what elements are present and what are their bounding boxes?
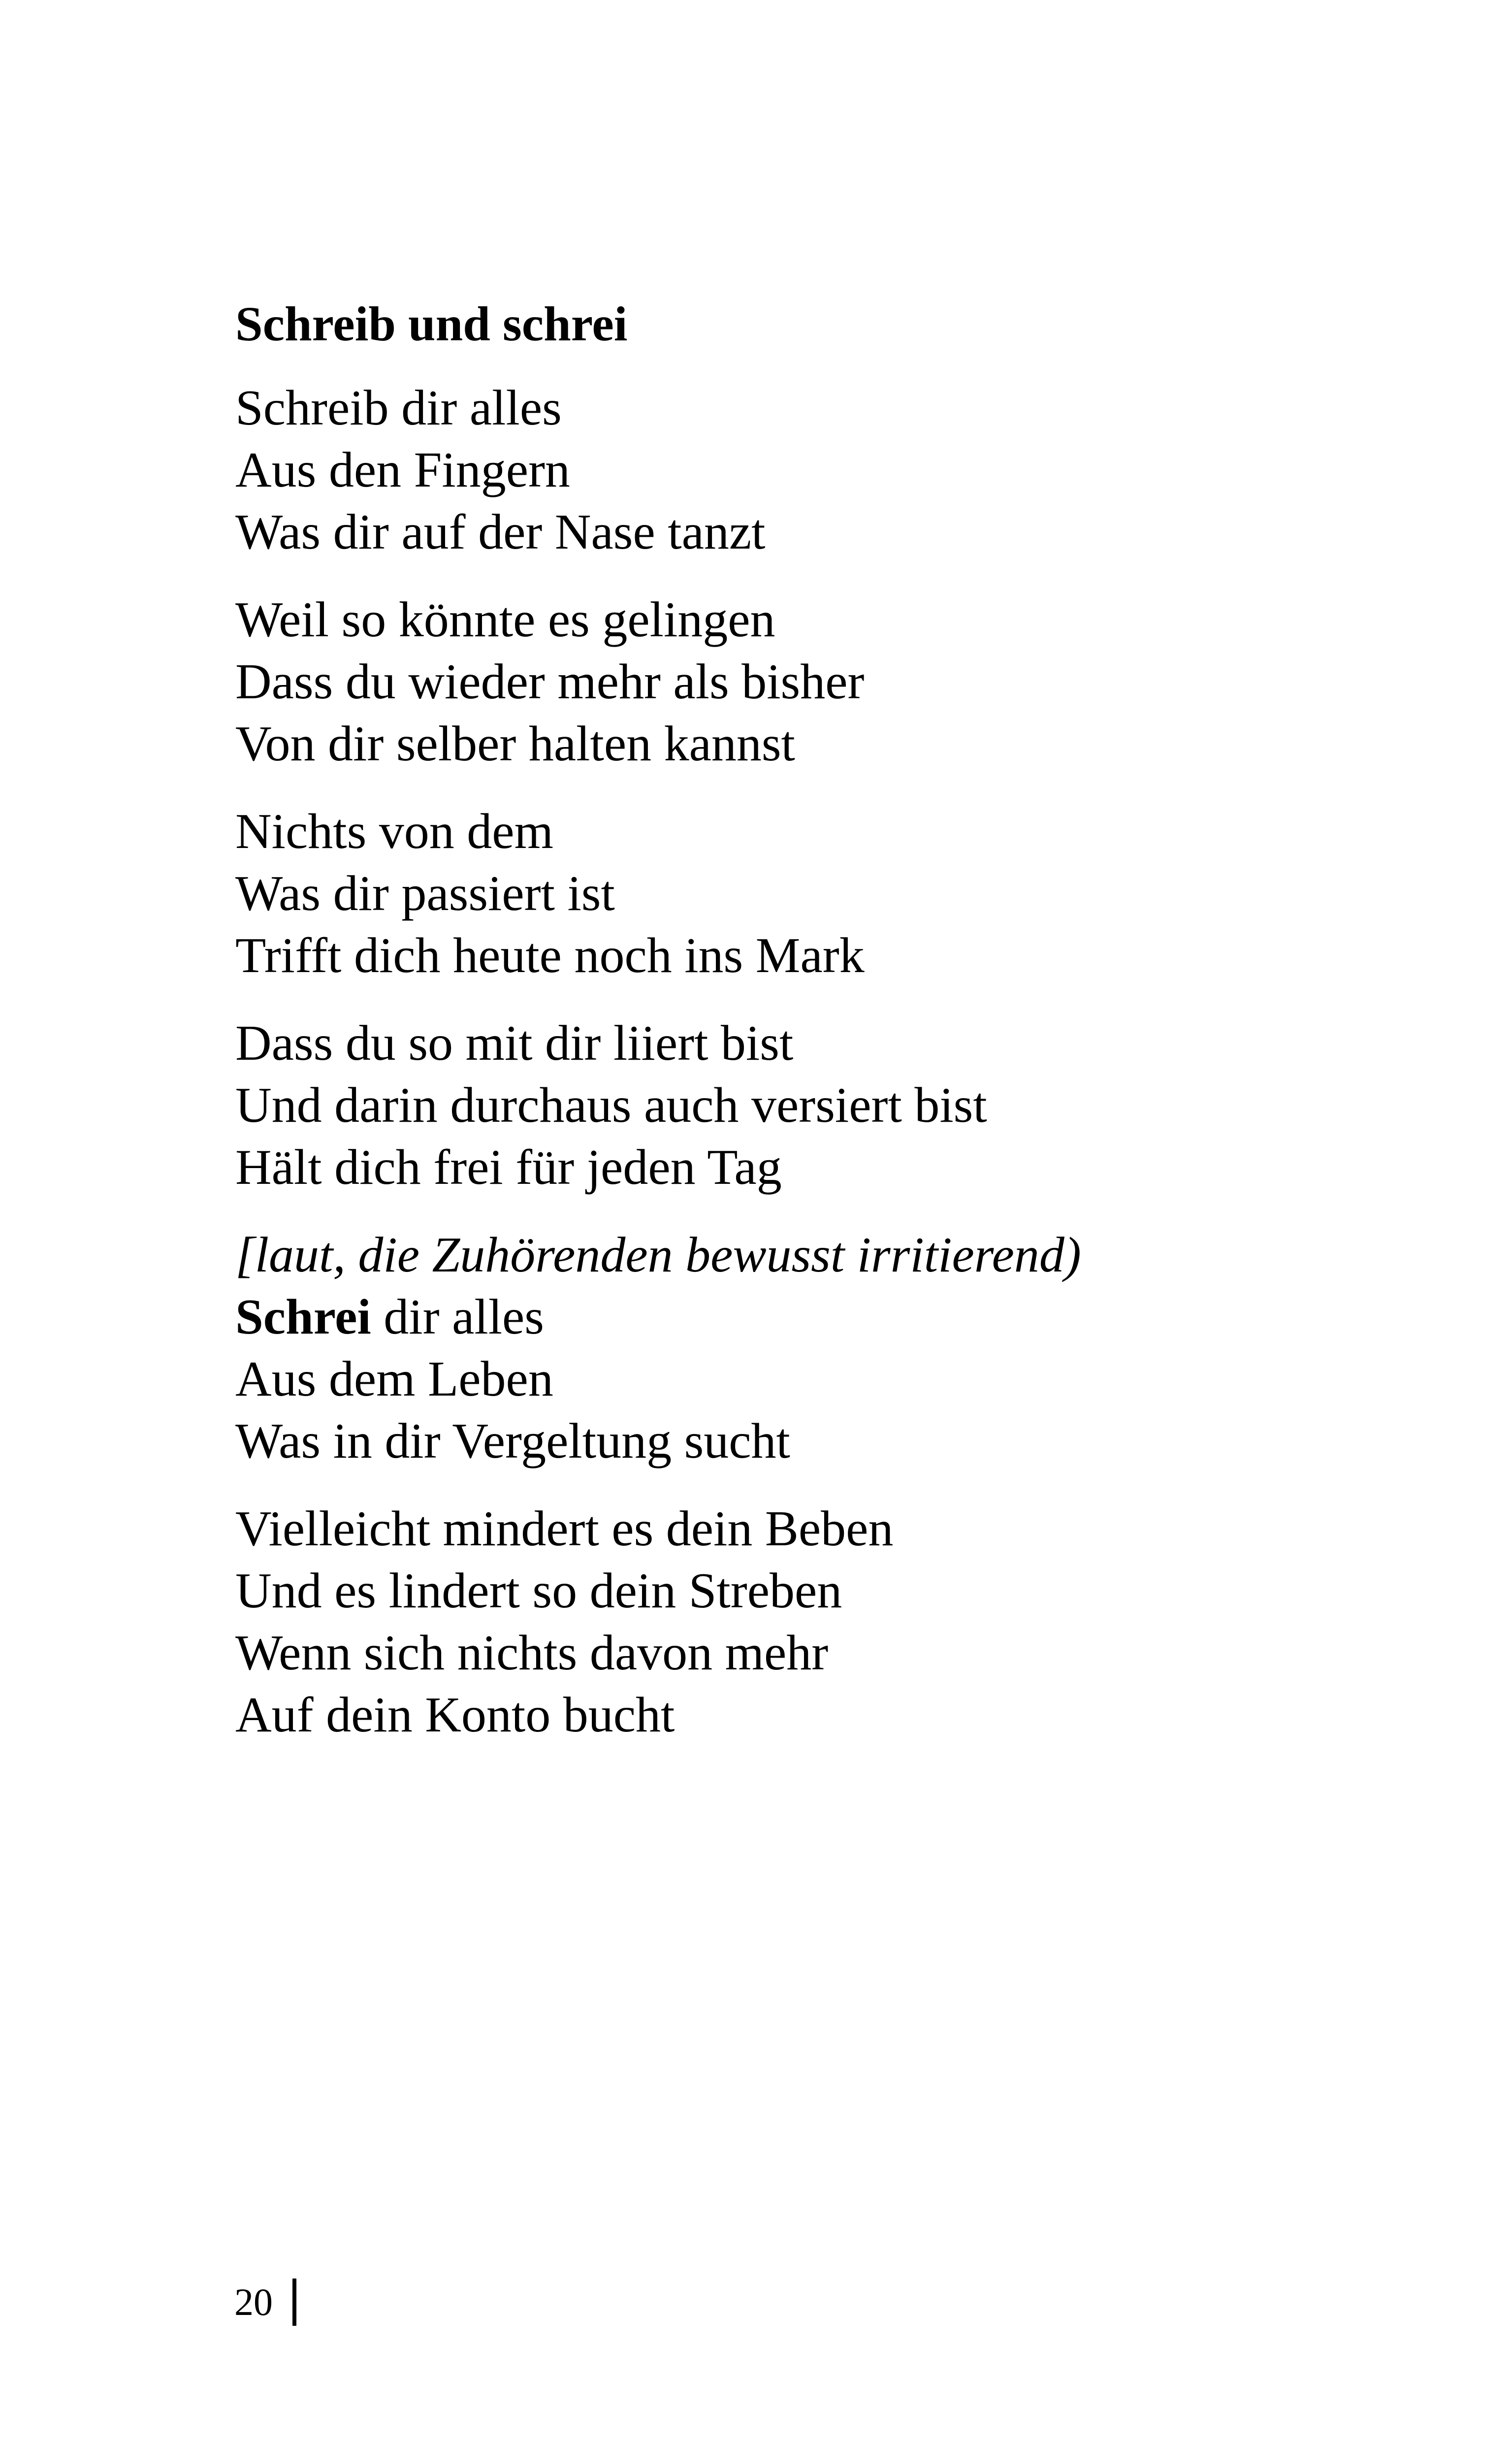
poem-line: Dass du so mit dir liiert bist: [235, 1015, 794, 1071]
poem-line: Auf dein Konto bucht: [235, 1687, 675, 1743]
poem-line: Nichts von dem: [235, 804, 553, 859]
poem-line: Dass du wieder mehr als bisher: [235, 654, 865, 710]
poem-line: Trifft dich heute noch ins Mark: [235, 928, 865, 983]
poem-line: Weil so könnte es gelingen: [235, 592, 775, 648]
stage-direction: [laut, die Zuhörenden bewusst irritierend): [235, 1227, 1081, 1283]
poem-line: Hält dich frei für jeden Tag: [235, 1140, 782, 1195]
poem-line: Und darin durchaus auch versiert bist: [235, 1077, 987, 1133]
poem-line: Von dir selber halten kannst: [235, 716, 795, 772]
page-footer: [234, 2278, 296, 2327]
poem-line: Aus dem Leben: [235, 1351, 553, 1407]
bold-word: Schrei: [235, 1289, 371, 1345]
stanza-4: [235, 1012, 1368, 1199]
poem-line: Was in dir Vergeltung sucht: [235, 1413, 790, 1469]
poem: [235, 294, 1368, 1772]
poem-line: Und es lindert so dein Streben: [235, 1563, 842, 1619]
footer-rule: [292, 2279, 296, 2326]
line-rest: dir alles: [371, 1289, 545, 1345]
poem-line: Wenn sich nichts davon mehr: [235, 1625, 829, 1681]
stanza-3: [235, 801, 1368, 987]
stanza-1: [235, 377, 1368, 563]
poem-line: [235, 1286, 1368, 1348]
poem-line: Vielleicht mindert es dein Beben: [235, 1501, 894, 1557]
stanza-2: [235, 589, 1368, 775]
poem-line: Was dir passiert ist: [235, 866, 615, 921]
page-number: 20: [234, 2280, 273, 2323]
stanza-5: [235, 1224, 1368, 1472]
poem-line: Was dir auf der Nase tanzt: [235, 504, 766, 560]
stanza-6: [235, 1498, 1368, 1746]
poem-title: Schreib und schrei: [235, 296, 628, 351]
poem-line: Schreib dir alles: [235, 380, 562, 436]
poem-line: Aus den Fingern: [235, 442, 570, 498]
